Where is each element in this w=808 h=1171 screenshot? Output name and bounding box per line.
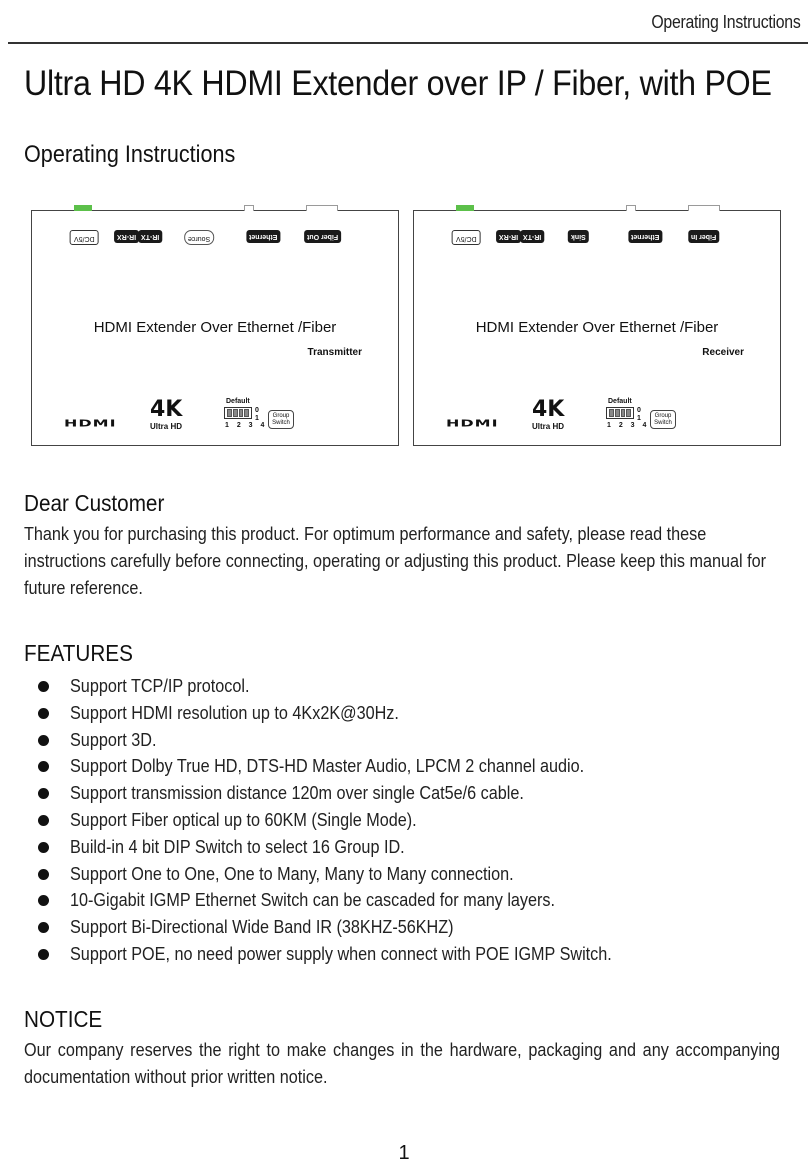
- receiver-diagram: [413, 210, 781, 446]
- dip-position-numbers: 1 2 3 4: [607, 422, 650, 429]
- ultra-hd-label: Ultra HD: [532, 422, 565, 431]
- device-model-name: HDMI Extender Over Ethernet /Fiber: [93, 319, 337, 336]
- port-label-fiber-out: Fiber Out: [304, 230, 341, 243]
- port-label-ir-tx: IR-TX: [520, 230, 544, 243]
- power-connector: [74, 205, 92, 211]
- bullet-icon: [38, 761, 49, 772]
- notice-heading: NOTICE: [24, 1006, 103, 1032]
- bullet-icon: [38, 708, 49, 719]
- header-rule: [8, 42, 808, 44]
- bullet-icon: [38, 869, 49, 880]
- bullet-icon: [38, 895, 49, 906]
- dip-state-labels: 0 1: [637, 407, 641, 422]
- feature-text: Support Bi-Directional Wide Band IR (38KHZ-56KHZ): [70, 917, 454, 938]
- port-label-dc5v: DC/5V: [452, 230, 481, 245]
- feature-text: Support POE, no need power supply when connect with POE IGMP Switch.: [70, 943, 612, 964]
- bullet-icon: [38, 681, 49, 692]
- page-number: 1: [398, 1142, 410, 1164]
- fiber-connector: [306, 205, 338, 211]
- dear-customer-body: Thank you for purchasing this product. For optimum performance and safety, please read these instructions carefully before connecting, operating or adjusting this product. Please keep this manual for future reference.: [24, 524, 767, 598]
- ultra-hd-label: Ultra HD: [150, 422, 183, 431]
- device-role: Receiver: [702, 347, 744, 358]
- port-label-ir-rx: IR-RX: [496, 230, 521, 243]
- bullet-icon: [38, 735, 49, 746]
- feature-text: 10-Gigabit IGMP Ethernet Switch can be cascaded for many layers.: [70, 890, 556, 911]
- feature-text: Build-in 4 bit DIP Switch to select 16 Group ID.: [70, 836, 405, 857]
- feature-text: Support HDMI resolution up to 4Kx2K@30Hz.: [70, 702, 399, 723]
- dip-position-numbers: 1 2 3 4: [225, 422, 268, 429]
- 4k-logo: 4K: [150, 397, 183, 422]
- hdmi-logo: HDMI: [446, 417, 499, 429]
- port-label-ir-rx: IR-RX: [114, 230, 139, 243]
- port-label-fiber-in: Fiber In: [688, 230, 719, 243]
- ethernet-connector: [626, 205, 636, 211]
- document-subtitle: Operating Instructions: [24, 141, 236, 168]
- bullet-icon: [38, 922, 49, 933]
- feature-text: Support transmission distance 120m over single Cat5e/6 cable.: [70, 783, 524, 804]
- port-label-sink: Sink: [568, 230, 589, 243]
- feature-text: Support One to One, One to Many, Many to Many connection.: [70, 863, 514, 884]
- fiber-connector: [688, 205, 720, 211]
- port-label-dc5v: DC/5V: [70, 230, 99, 245]
- dip-default-label: Default: [608, 398, 632, 405]
- notice-body: Our company reserves the right to make changes in the hardware, packaging and any accompanying documentation without prior written notice.: [24, 1040, 780, 1087]
- dip-switch: [224, 407, 252, 419]
- port-label-source: Source: [184, 230, 214, 245]
- bullet-icon: [38, 815, 49, 826]
- device-model-name: HDMI Extender Over Ethernet /Fiber: [475, 319, 719, 336]
- group-switch-button: Group Switch: [268, 410, 294, 429]
- 4k-logo: 4K: [532, 397, 565, 422]
- feature-text: Support 3D.: [70, 729, 157, 750]
- port-label-ethernet: Ethernet: [246, 230, 280, 243]
- power-connector: [456, 205, 474, 211]
- dip-switch: [606, 407, 634, 419]
- features-heading: FEATURES: [24, 640, 133, 666]
- dip-state-labels: 0 1: [255, 407, 259, 422]
- dip-default-label: Default: [226, 398, 250, 405]
- feature-text: Support Dolby True HD, DTS-HD Master Audio, LPCM 2 channel audio.: [70, 756, 585, 777]
- group-switch-button: Group Switch: [650, 410, 676, 429]
- dear-customer-heading: Dear Customer: [24, 490, 165, 516]
- device-role: Transmitter: [307, 347, 362, 358]
- bullet-icon: [38, 788, 49, 799]
- port-label-ir-tx: IR-TX: [138, 230, 162, 243]
- running-header: Operating Instructions: [650, 12, 800, 32]
- hdmi-logo: HDMI: [64, 417, 117, 429]
- feature-text: Support Fiber optical up to 60KM (Single Mode).: [70, 809, 417, 830]
- document-title: Ultra HD 4K HDMI Extender over IP / Fiber, with POE: [24, 64, 772, 103]
- ethernet-connector: [244, 205, 254, 211]
- bullet-icon: [38, 949, 49, 960]
- feature-text: Support TCP/IP protocol.: [70, 676, 250, 696]
- bullet-icon: [38, 842, 49, 853]
- port-label-ethernet: Ethernet: [628, 230, 662, 243]
- transmitter-diagram: [31, 210, 399, 446]
